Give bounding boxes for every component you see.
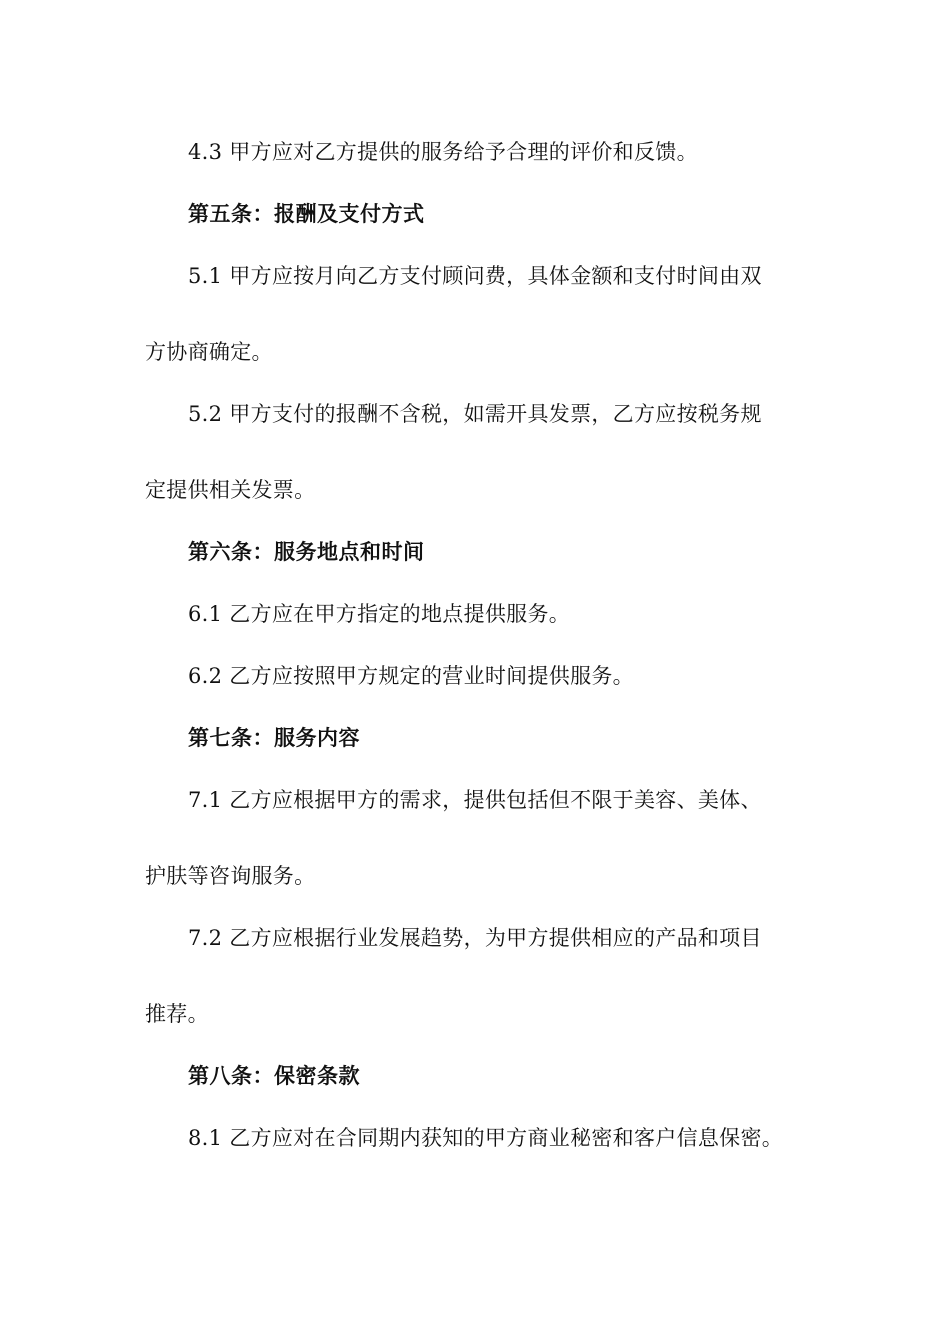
clause-6-1: 6.1 乙方应在甲方指定的地点提供服务。: [188, 602, 571, 626]
article-8-heading: 第八条：保密条款: [188, 1064, 360, 1088]
clause-7-1-line-2: 护肤等咨询服务。: [145, 864, 316, 888]
clause-7-2-line-1: 7.2 乙方应根据行业发展趋势，为甲方提供相应的产品和项目: [188, 926, 762, 950]
clause-6-2: 6.2 乙方应按照甲方规定的营业时间提供服务。: [188, 664, 634, 688]
clause-7-2-line-2: 推荐。: [145, 1002, 209, 1026]
clause-5-2-line-1: 5.2 甲方支付的报酬不含税，如需开具发票，乙方应按税务规: [188, 402, 762, 426]
clause-5-2-line-2: 定提供相关发票。: [145, 478, 316, 502]
clause-5-1-line-1: 5.1 甲方应按月向乙方支付顾问费，具体金额和支付时间由双: [188, 264, 762, 288]
clause-7-1-line-1: 7.1 乙方应根据甲方的需求，提供包括但不限于美容、美体、: [188, 788, 762, 812]
clause-8-1: 8.1 乙方应对在合同期内获知的甲方商业秘密和客户信息保密。: [188, 1126, 784, 1150]
article-7-heading: 第七条：服务内容: [188, 726, 360, 750]
clause-4-3: 4.3 甲方应对乙方提供的服务给予合理的评价和反馈。: [188, 140, 698, 164]
article-6-heading: 第六条：服务地点和时间: [188, 540, 425, 564]
clause-5-1-line-2: 方协商确定。: [145, 340, 273, 364]
article-5-heading: 第五条：报酬及支付方式: [188, 202, 425, 226]
